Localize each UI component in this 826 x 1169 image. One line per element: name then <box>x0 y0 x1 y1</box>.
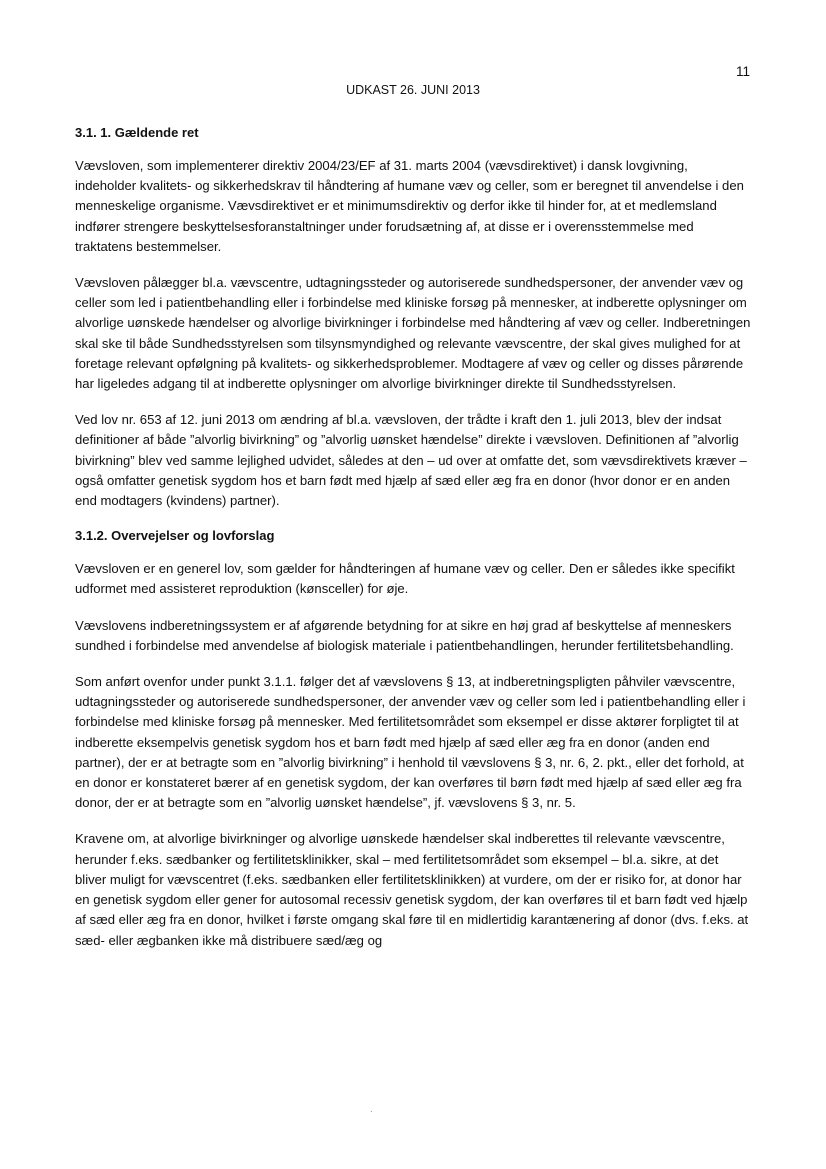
paragraph: Vævsloven pålægger bl.a. vævscentre, udtagningssteder og autoriserede sundhedspersoner, der anvender væv og celler som led i patientbehandling eller i forbindelse med kliniske forsøg på mennesker, at indberette oplysninger om alvorlige uønskede hændelser og alvorlige bivirkninger i forbindelse med håndtering af væv og celler. Indberetningen skal ske til både Sundhedsstyrelsen som tilsynsmyndighed og relevante vævscentre, der skal gives mulighed for at foretage relevant opfølgning på kvalitets- og sikkerhedsproblemer. Modtagere af væv og celler og disses pårørende har ligeledes adgang til at indberette oplysninger om alvorlige bivirkninger direkte til Sundhedsstyrelsen. <box>75 275 751 392</box>
paragraph: Vævsloven, som implementerer direktiv 2004/23/EF af 31. marts 2004 (vævsdirektivet) i dansk lovgivning, indeholder kvalitets- og sikkerhedskrav til håndtering af humane væv og celler, som er beregnet til anvendelse i den menneskelige organisme. Vævsdirektivet er et minimumsdirektiv og derfor ikke til hinder for, at et medlemsland indfører strengere beskyttelsesforanstaltninger under forudsætning af, at disse er i overensstemmelse med traktatens bestemmelser. <box>75 158 744 254</box>
paragraph: Som anført ovenfor under punkt 3.1.1. følger det af vævslovens § 13, at indberetningspligten påhviler vævscentre, udtagningssteder og autoriserede sundhedspersoner, der anvender væv og celler som led i patientbehandling eller i forbindelse med kliniske forsøg på mennesker. Med fertilitetsområdet som eksempel er disse aktører forpligtet til at indberette eksempelvis genetisk sygdom hos et barn født med hjælp af sæd eller æg fra en donor (anden end partner), der er at betragte som en ”alvorlig bivirkning” i henhold til vævslovens § 3, nr. 6, 2. pkt., eller det forhold, at en donor er konstateret bærer af en genetisk sygdom, der kan overføres til børn født med hjælp af sæd eller æg fra donor, der er at betragte som en ”alvorlig uønsket hændelse”, jf. vævslovens § 3, nr. 5. <box>75 674 746 811</box>
page-number: 11 <box>735 64 750 79</box>
paragraph: Vævsloven er en generel lov, som gælder for håndteringen af humane væv og celler. Den er således ikke specifikt udformet med assisteret reproduktion (kønsceller) for øje. <box>75 561 735 597</box>
page-header: UDKAST 26. JUNI 2013 <box>346 83 480 97</box>
paragraph: Vævslovens indberetningssystem er af afgørende betydning for at sikre en høj grad af beskyttelse af menneskers sundhed i forbindelse med anvendelse af biologisk materiale i patientbehandlingen, herunder fertilitetsbehandling. <box>75 617 734 653</box>
document-body <box>75 124 751 967</box>
paragraph: Kravene om, at alvorlige bivirkninger og alvorlige uønskede hændelser skal indberettes til relevante vævscentre, herunder f.eks. sædbanker og fertilitetsklinikker, skal – med fertilitetsområdet som eksempel – bl.a. sikre, at det bliver muligt for vævscentret (f.eks. sædbanken eller fertilitetsklinikken) at vurdere, om der er risiko for, at donor har en genetisk sygdom eller gener for autosomal recessiv genetisk sygdom, der kan overføres til et barn født ved hjælp af sæd eller æg fra en donor, hvilket i første omgang skal føre til en midlertidig karantænering af donor (dvs. f.eks. at sæd- eller ægbanken ikke må distribuere sæd/æg og <box>75 831 749 948</box>
footer-mark: . <box>370 1104 373 1115</box>
section-heading-gaeldende-ret: 3.1. 1. Gældende ret <box>75 125 199 140</box>
paragraph: Ved lov nr. 653 af 12. juni 2013 om ændring af bl.a. vævsloven, der trådte i kraft den 1. juli 2013, blev der indsat definitioner af både ”alvorlig bivirkning” og ”alvorlig uønsket hændelse” direkte i vævsloven. Definitionen af ”alvorlig bivirkning” blev ved samme lejlighed udvidet, således at den – ud over at omfatte det, som vævsdirektivets kræver – også omfatter genetisk sygdom hos et barn født med hjælp af sæd eller æg fra en donor (hvor donor er en anden end modtagers (kvindens) partner). <box>75 412 747 509</box>
section-heading-overvejelser: 3.1.2. Overvejelser og lovforslag <box>75 528 275 544</box>
